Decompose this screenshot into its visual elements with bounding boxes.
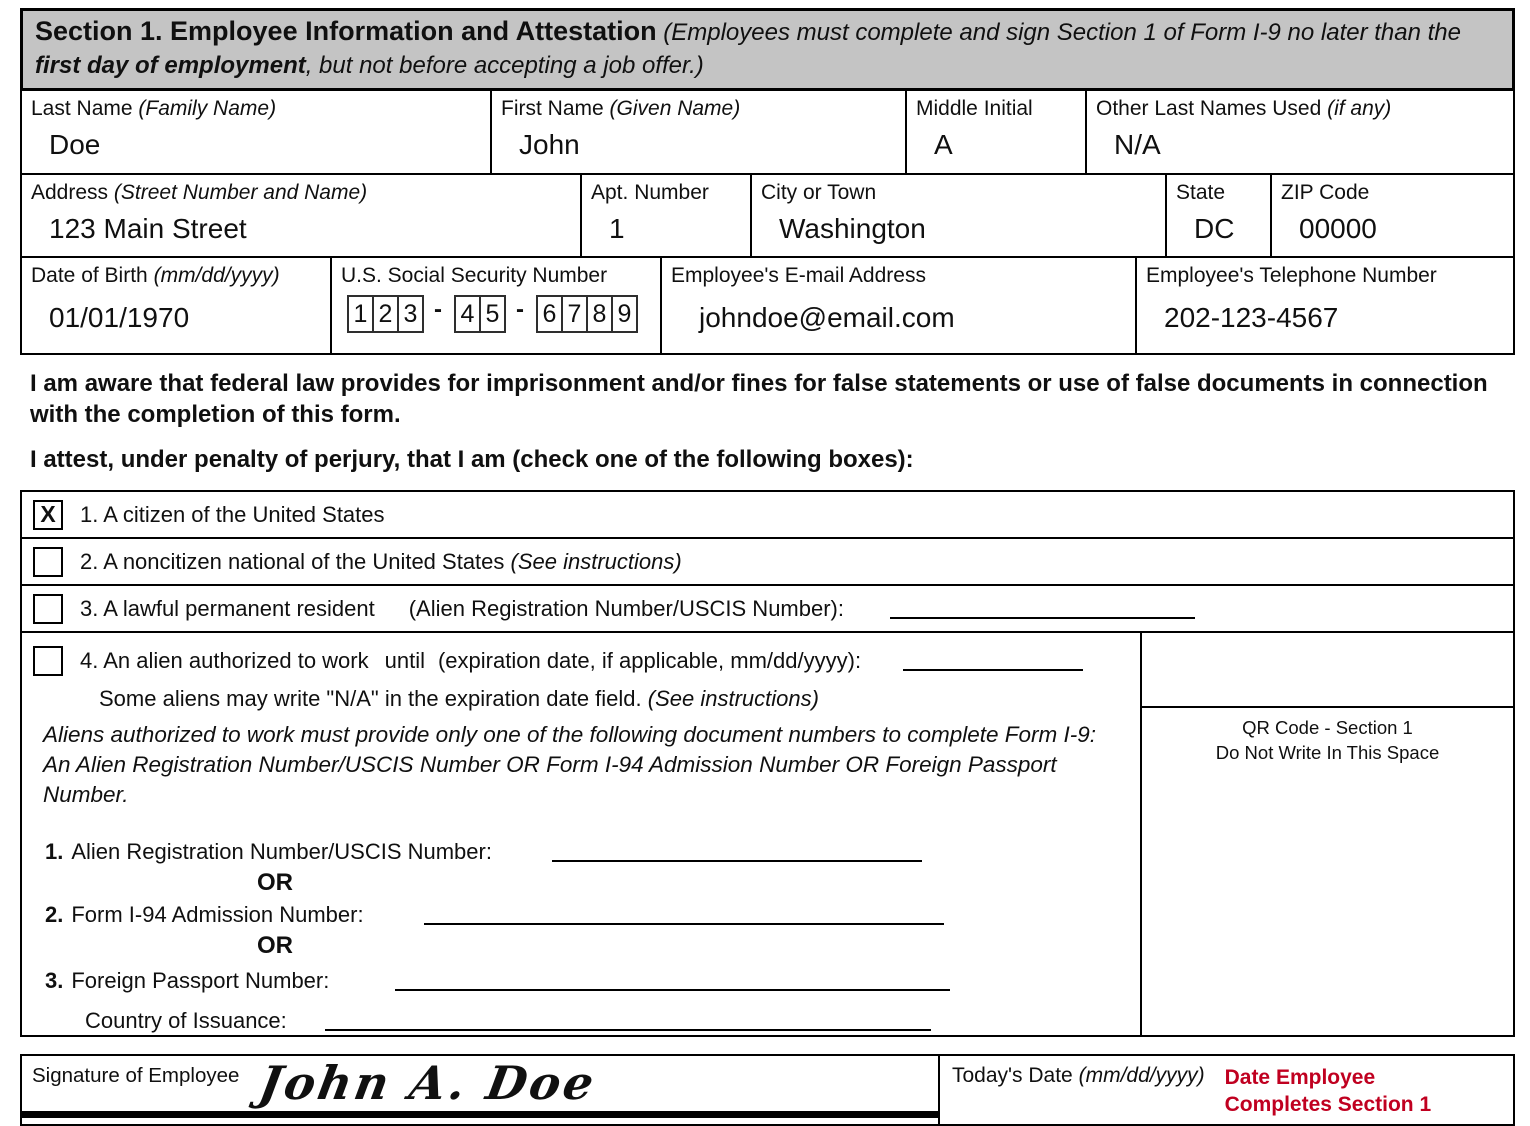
middle-initial-cell (907, 91, 1087, 173)
qr-code-box (1142, 706, 1513, 1035)
other-last-names-cell (1087, 91, 1513, 173)
alien-uscis-number-blank[interactable] (890, 617, 1195, 619)
instruction-line: An Alien Registration Number/USCIS Number OR Form I-94 Admission Number OR Foreign Passport Number. (43, 752, 1057, 807)
note-line: Date Employee (1224, 1066, 1376, 1089)
ssn-digit-box: 4 (454, 295, 481, 333)
qr-box-title: QR Code - Section 1 (1242, 717, 1413, 738)
ssn-digit-box: 2 (372, 295, 399, 333)
dob-input[interactable]: 01/01/1970 (49, 302, 190, 333)
attest-instruction: I attest, under penalty of perjury, that I am (check one of the following boxes): (30, 446, 914, 473)
alien-details-area (22, 633, 1140, 1035)
phone-label: Employee's Telephone Number (1146, 264, 1437, 287)
option-alien-paren-label: (expiration date, if applicable, mm/dd/yyyy): (437, 648, 862, 673)
label-text: Last Name (31, 97, 133, 120)
phone-cell (1137, 258, 1513, 353)
ssn-dash: - (516, 296, 524, 323)
label-paren: (mm/dd/yyyy) (153, 264, 280, 287)
ssn-digit-box: 1 (347, 295, 374, 333)
section1-title: Section 1. Employee Information and Attestation (35, 16, 657, 46)
name-row (22, 91, 1513, 175)
date-employee-completes-note (1225, 1064, 1432, 1118)
dob-cell (22, 258, 332, 353)
option-lpr-paren-label: (Alien Registration Number/USCIS Number): (408, 595, 844, 621)
ssn-digit-box: 9 (611, 295, 638, 333)
label-paren: (Street Number and Name) (113, 181, 368, 204)
ssn-digit-box: 8 (586, 295, 613, 333)
dob-ssn-row (22, 258, 1513, 353)
alien-document-instructions (43, 720, 1140, 810)
doc-number: 1. (45, 839, 64, 864)
address-cell (22, 175, 582, 256)
last-name-label (31, 96, 482, 121)
ssn-digit-box: 5 (479, 295, 506, 333)
option-citizen-row (22, 492, 1513, 539)
apt-number-input[interactable]: 1 (609, 213, 625, 244)
country-of-issuance-label: Country of Issuance: (85, 1008, 287, 1033)
country-of-issuance-input-blank[interactable] (325, 1029, 931, 1031)
checkbox-alien[interactable] (33, 646, 63, 676)
label-text: Address (31, 181, 109, 204)
last-name-input[interactable]: Doe (49, 129, 101, 160)
subtitle-text: (Employees must complete and sign Section 1 of Form I-9 no later than the (656, 19, 1461, 46)
email-input[interactable]: johndoe@email.com (699, 302, 955, 333)
qr-box-subtitle: Do Not Write In This Space (1215, 742, 1440, 763)
city-cell (752, 175, 1167, 256)
city-label: City or Town (761, 181, 877, 204)
checkbox-lpr[interactable] (33, 594, 63, 624)
note-see-instructions: (See instructions) (647, 686, 819, 711)
label-text: Date of Birth (31, 264, 148, 287)
todays-date-label (952, 1064, 1205, 1088)
zip-code-cell (1272, 175, 1513, 256)
first-name-label (501, 96, 897, 121)
option-alien-until: until (384, 648, 425, 673)
apt-number-cell (582, 175, 752, 256)
option-alien-line (33, 642, 1140, 680)
country-of-issuance-row (85, 1007, 1140, 1035)
address-label (31, 180, 572, 205)
or-separator: OR (257, 932, 293, 959)
phone-input[interactable]: 202-123-4567 (1164, 302, 1339, 333)
checkbox-x-mark: X (40, 501, 56, 527)
option-noncitizen-label: 2. A noncitizen national of the United States (80, 548, 505, 574)
checkbox-citizen[interactable] (33, 500, 63, 530)
label-text: Other Last Names Used (1096, 97, 1322, 120)
section1-header (20, 8, 1515, 91)
note-text: Some aliens may write "N/A" in the expiration date field. (99, 686, 642, 711)
other-last-names-label (1096, 96, 1505, 121)
bottom-divider-bar (20, 1111, 938, 1118)
i94-number-label: Form I-94 Admission Number: (71, 902, 364, 927)
apt-number-label: Apt. Number (591, 181, 709, 204)
i94-number-row (45, 901, 1140, 929)
label-paren: (mm/dd/yyyy) (1078, 1064, 1205, 1087)
ssn-digit-box: 6 (536, 295, 563, 333)
option-citizen-label: 1. A citizen of the United States (80, 501, 385, 527)
checkbox-noncitizen[interactable] (33, 547, 63, 577)
label-text: Today's Date (952, 1064, 1073, 1087)
attestation-options-box (20, 490, 1515, 1037)
or-separator: OR (257, 869, 293, 896)
option-lpr-row (22, 586, 1513, 633)
option-alien-label: 4. An alien authorized to work (80, 648, 369, 673)
note-line: Completes Section 1 (1224, 1093, 1432, 1116)
ssn-input[interactable] (341, 295, 652, 333)
email-label: Employee's E-mail Address (671, 264, 926, 287)
ssn-digit-box: 7 (561, 295, 588, 333)
middle-initial-label: Middle Initial (916, 97, 1033, 120)
employee-signature[interactable]: John A. Doe (255, 1056, 601, 1110)
last-name-cell (22, 91, 492, 173)
federal-law-warning: I am aware that federal law provides for imprisonment and/or fines for false statements or use of false documents in connection with the completion of this form. (30, 370, 1488, 428)
state-cell (1167, 175, 1272, 256)
qr-spacer (1142, 633, 1513, 706)
option-noncitizen-row (22, 539, 1513, 586)
dob-label (31, 263, 322, 288)
label-paren: (Given Name) (609, 97, 741, 120)
city-input[interactable]: Washington (779, 213, 926, 244)
other-last-names-input[interactable]: N/A (1114, 129, 1161, 160)
label-paren: (if any) (1327, 97, 1392, 120)
option-alien-row (22, 633, 1513, 1035)
alien-reg-number-input-blank[interactable] (552, 860, 922, 862)
middle-initial-input[interactable]: A (934, 129, 953, 160)
foreign-passport-row (45, 967, 1140, 995)
ssn-label: U.S. Social Security Number (341, 264, 608, 287)
todays-date-field[interactable] (940, 1056, 1513, 1124)
ssn-cell (332, 258, 662, 353)
state-label: State (1176, 181, 1226, 204)
foreign-passport-label: Foreign Passport Number: (71, 968, 330, 993)
first-name-cell (492, 91, 907, 173)
expiration-date-blank[interactable] (903, 669, 1083, 671)
employee-info-grid (20, 91, 1515, 355)
doc-number: 3. (45, 968, 64, 993)
qr-column (1140, 633, 1513, 1035)
email-cell (662, 258, 1137, 353)
label-paren: (Family Name) (138, 97, 277, 120)
ssn-dash: - (434, 296, 442, 323)
i94-number-input-blank[interactable] (424, 923, 944, 925)
foreign-passport-input-blank[interactable] (395, 989, 950, 991)
subtitle-text: , but not before accepting a job offer.) (305, 52, 704, 79)
zip-code-label: ZIP Code (1281, 181, 1370, 204)
signature-label: Signature of Employee (32, 1064, 240, 1087)
option-lpr-label: 3. A lawful permanent resident (80, 595, 375, 621)
instruction-line: Aliens authorized to work must provide only one of the following document numbers to complete Form I-9: (43, 722, 1097, 747)
first-name-input[interactable]: John (519, 129, 580, 160)
address-row (22, 175, 1513, 258)
zip-code-input[interactable]: 00000 (1299, 213, 1377, 244)
subtitle-bold-text: first day of employment (35, 52, 306, 79)
option-noncitizen-see-instructions: (See instructions) (510, 548, 682, 574)
ssn-digit-box: 3 (397, 295, 424, 333)
alien-reg-number-label: Alien Registration Number/USCIS Number: (71, 839, 492, 864)
label-text: First Name (501, 97, 604, 120)
address-input[interactable]: 123 Main Street (49, 213, 247, 244)
doc-number: 2. (45, 902, 64, 927)
alien-reg-number-row (45, 838, 1140, 866)
state-input[interactable]: DC (1194, 213, 1235, 244)
alien-na-note (99, 686, 1140, 712)
